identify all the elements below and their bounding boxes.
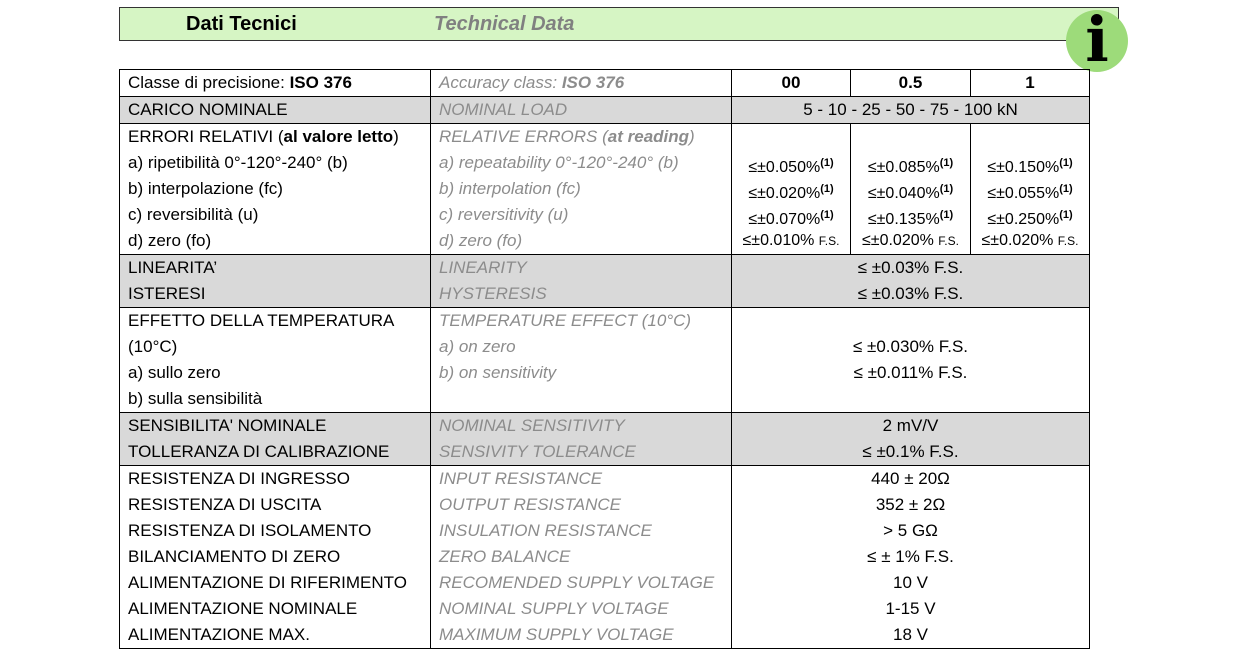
tolerance-en: SENSIVITY TOLERANCE (439, 442, 636, 461)
temperature-row (120, 308, 1090, 413)
spec-table (119, 69, 1090, 649)
error-value-text: ≤±0.040% (867, 185, 940, 202)
class-00: 00 (732, 70, 851, 97)
nominal-supply-value: 1-15 V (885, 599, 936, 618)
electrical-label-it (120, 466, 431, 649)
linearity-en: LINEARITY (439, 258, 527, 277)
temperature-it: (10°C) (128, 337, 178, 356)
label-bold: ISO 376 (289, 73, 352, 92)
fs-unit: F.S. (938, 234, 959, 248)
error-value (979, 228, 1081, 254)
hysteresis-en: HYSTERESIS (439, 284, 547, 303)
error-value-text: ≤±0.050% (748, 159, 821, 176)
sensitivity-row (120, 413, 1090, 466)
error-value (740, 150, 842, 176)
electrical-it: ALIMENTAZIONE NOMINALE (128, 599, 358, 618)
footnote-mark: (1) (820, 183, 834, 195)
header-title-en: Technical Data (434, 13, 575, 35)
temperature-values (732, 308, 1090, 413)
tolerance-value: ≤ ±0.1% F.S. (862, 442, 959, 461)
temperature-it: b) sulla sensibilità (128, 389, 263, 408)
relative-errors-item-it: c) reversibilità (u) (128, 205, 259, 224)
temperature-en: a) on zero (439, 337, 516, 356)
electrical-it: ALIMENTAZIONE DI RIFERIMENTO (128, 573, 407, 592)
sensitivity-label-en (431, 413, 732, 466)
spacer (859, 124, 962, 150)
electrical-en: MAXIMUM SUPPLY VOLTAGE (439, 625, 674, 644)
temperature-en: TEMPERATURE EFFECT (10°C) (439, 311, 692, 330)
electrical-it: RESISTENZA DI INGRESSO (128, 469, 350, 488)
error-value-text: ≤±0.055% (987, 185, 1060, 202)
error-value (740, 202, 842, 228)
footnote-mark: (1) (820, 157, 834, 169)
error-value (859, 228, 962, 254)
sensitivity-label-it (120, 413, 431, 466)
footnote-mark: (1) (1059, 157, 1073, 169)
footnote-mark: (1) (1059, 209, 1073, 221)
relative-errors-heading-it (128, 124, 422, 150)
nominal-load-label-it: CARICO NOMINALE (120, 97, 431, 124)
error-value (859, 150, 962, 176)
sensitivity-en: NOMINAL SENSITIVITY (439, 416, 625, 435)
error-value (859, 202, 962, 228)
zero-balance-value: ≤ ± 1% F.S. (867, 547, 954, 566)
heading-text: ) (689, 127, 695, 146)
output-resistance-value: 352 ± 2Ω (875, 495, 946, 514)
relative-errors-heading-en (439, 124, 723, 150)
max-supply-value: 18 V (893, 625, 928, 644)
error-value-text: ≤±0.020% (862, 232, 934, 249)
technical-data-header (119, 7, 1119, 41)
accuracy-class-label-en (431, 70, 732, 97)
footnote-mark: (1) (939, 183, 954, 195)
error-value-text: ≤±0.085% (867, 159, 940, 176)
electrical-row (120, 466, 1090, 649)
error-value-text: ≤±0.135% (867, 211, 940, 228)
temperature-label-en (431, 308, 732, 413)
temperature-label-it (120, 308, 431, 413)
error-value (859, 176, 962, 202)
electrical-en: ZERO BALANCE (439, 547, 571, 566)
temperature-it: a) sullo zero (128, 363, 221, 382)
relative-errors-item-it: b) interpolazione (fc) (128, 179, 283, 198)
temperature-it: EFFETTO DELLA TEMPERATURA (128, 311, 395, 330)
electrical-en: INSULATION RESISTANCE (439, 521, 652, 540)
electrical-en: NOMINAL SUPPLY VOLTAGE (439, 599, 669, 618)
hysteresis-it: ISTERESI (128, 284, 206, 303)
temperature-en: b) on sensitivity (439, 363, 557, 382)
heading-text: ) (393, 127, 399, 146)
relative-errors-class-1 (971, 124, 1090, 255)
electrical-it: RESISTENZA DI USCITA (128, 495, 322, 514)
linearity-label-en (431, 255, 732, 308)
error-value (979, 202, 1081, 228)
error-value-text: ≤±0.010% (742, 232, 815, 249)
heading-bold: at reading (607, 127, 690, 146)
temperature-sensitivity-value: ≤ ±0.011% F.S. (853, 363, 968, 382)
recommended-supply-value: 10 V (893, 573, 928, 592)
heading-bold: al valore letto (283, 127, 394, 146)
insulation-resistance-value: > 5 GΩ (883, 521, 938, 540)
hysteresis-value: ≤ ±0.03% F.S. (857, 284, 964, 303)
class-1: 1 (971, 70, 1090, 97)
accuracy-class-label-it (120, 70, 431, 97)
error-value (740, 176, 842, 202)
heading-text: RELATIVE ERRORS ( (439, 127, 608, 146)
input-resistance-value: 440 ± 20Ω (871, 469, 950, 488)
footnote-mark: (1) (939, 157, 954, 169)
error-value-text: ≤±0.250% (987, 211, 1060, 228)
sensitivity-it: SENSIBILITA' NOMINALE (128, 416, 327, 435)
spacer (979, 124, 1081, 150)
error-value-text: ≤±0.020% (981, 232, 1054, 249)
error-value (740, 228, 842, 254)
error-value-text: ≤±0.150% (987, 159, 1060, 176)
relative-errors-label-it (120, 124, 431, 255)
error-value-text: ≤±0.020% (748, 185, 821, 202)
linearity-row (120, 255, 1090, 308)
relative-errors-label-en (431, 124, 732, 255)
relative-errors-item-en: c) reversitivity (u) (439, 205, 569, 224)
tolerance-it: TOLLERANZA DI CALIBRAZIONE (128, 442, 390, 461)
header-title-it: Dati Tecnici (186, 13, 297, 35)
relative-errors-class-0-5 (851, 124, 971, 255)
nominal-load-value: 5 - 10 - 25 - 50 - 75 - 100 kN (732, 97, 1090, 124)
relative-errors-item-it: a) ripetibilità 0°-120°-240° (b) (128, 153, 348, 172)
electrical-en: OUTPUT RESISTANCE (439, 495, 621, 514)
fs-unit: F.S. (818, 234, 840, 248)
electrical-en: RECOMENDED SUPPLY VOLTAGE (439, 573, 715, 592)
sensitivity-value: 2 mV/V (882, 416, 939, 435)
heading-text: ERRORI RELATIVI ( (128, 127, 284, 146)
relative-errors-row (120, 124, 1090, 255)
relative-errors-item-it: d) zero (fo) (128, 231, 212, 250)
electrical-values (732, 466, 1090, 649)
label-text: Classe di precisione: (128, 73, 290, 92)
nominal-load-row (120, 97, 1090, 124)
electrical-it: BILANCIAMENTO DI ZERO (128, 547, 341, 566)
error-value (979, 150, 1081, 176)
electrical-en: INPUT RESISTANCE (439, 469, 603, 488)
footnote-mark: (1) (1059, 183, 1073, 195)
accuracy-class-row (120, 70, 1090, 97)
label-text: Accuracy class: (439, 73, 562, 92)
temperature-zero-value: ≤ ±0.030% F.S. (852, 337, 969, 356)
electrical-it: ALIMENTAZIONE MAX. (128, 625, 310, 644)
electrical-label-en (431, 466, 732, 649)
fs-unit: F.S. (1057, 234, 1079, 248)
information-icon (1066, 3, 1128, 76)
label-bold: ISO 376 (561, 73, 625, 92)
nominal-load-label-en: NOMINAL LOAD (431, 97, 732, 124)
spacer (740, 124, 842, 150)
error-value-text: ≤±0.070% (748, 211, 821, 228)
footnote-mark: (1) (939, 209, 954, 221)
relative-errors-item-en: d) zero (fo) (439, 231, 523, 250)
linearity-value: ≤ ±0.03% F.S. (857, 258, 964, 277)
class-0-5: 0.5 (851, 70, 971, 97)
linearity-label-it (120, 255, 431, 308)
sensitivity-values (732, 413, 1090, 466)
error-value (979, 176, 1081, 202)
relative-errors-item-en: a) repeatability 0°-120°-240° (b) (439, 153, 679, 172)
relative-errors-class-00 (732, 124, 851, 255)
electrical-it: RESISTENZA DI ISOLAMENTO (128, 521, 372, 540)
relative-errors-item-en: b) interpolation (fc) (439, 179, 581, 198)
information-icon-glyph: i (1085, 3, 1109, 76)
linearity-values (732, 255, 1090, 308)
linearity-it: LINEARITA’ (128, 258, 218, 277)
footnote-mark: (1) (820, 209, 834, 221)
